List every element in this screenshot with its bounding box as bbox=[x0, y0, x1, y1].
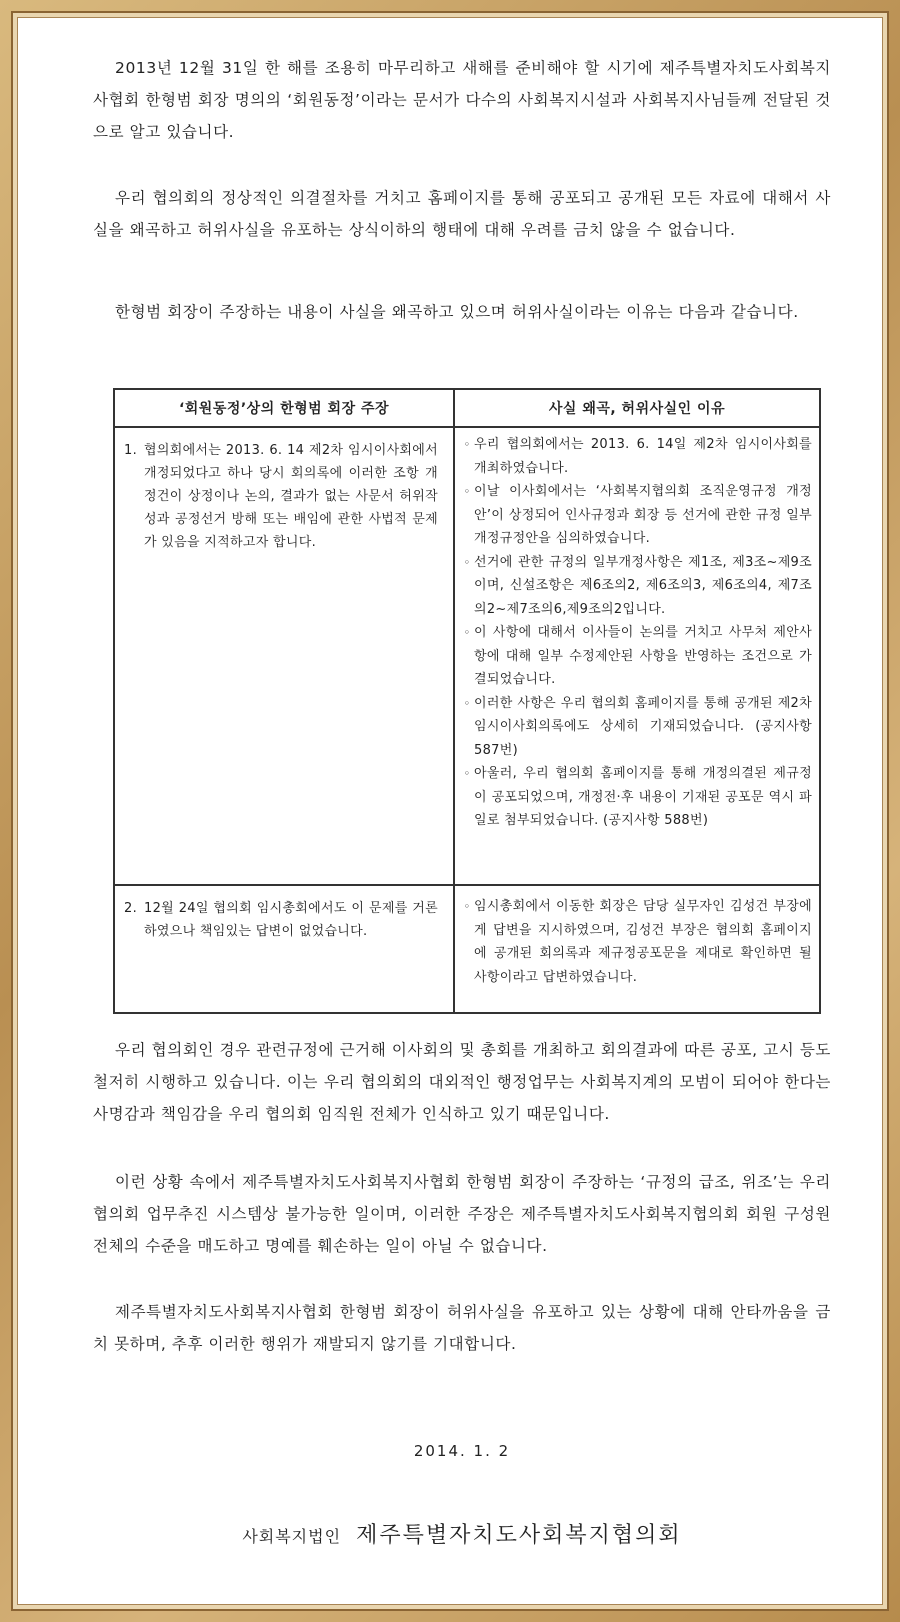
claim-text: 12월 24일 협의회 임시총회에서도 이 문제를 거론하였으나 책임있는 답변이 없었습니다. bbox=[144, 901, 438, 939]
document-date: 2014. 1. 2 bbox=[413, 1442, 511, 1460]
table-row bbox=[114, 427, 820, 885]
bullet-icon: ◦ bbox=[463, 485, 471, 498]
fact-item: ◦ 선거에 관한 규정의 일부개정사항은 제1조, 제3조~제9조이며, 신설조항은 제6조의2, 제6조의3, 제6조의4, 제7조의2~제7조의6,제9조의2입니다. bbox=[460, 551, 812, 622]
closing-paragraph-1: 우리 협의회인 경우 관련규정에 근거해 이사회의 및 총회를 개최하고 회의결과에 따른 공포, 고시 등도 철저히 시행하고 있습니다. 이는 우리 협의회의 대외적인 행정업무는 사회복지계의 모범이 되어야 한다는 사명감과 책임감을 우리 협의회 임직원 전체가 인식하고 있기 때문입니다. bbox=[93, 1041, 831, 1123]
intro-paragraph-2: 우리 협의회의 정상적인 의결절차를 거치고 홈페이지를 통해 공포되고 공개된 모든 자료에 대해서 사실을 왜곡하고 허위사실을 유포하는 상식이하의 행태에 대해 우려를 금치 않을 수 없습니다. bbox=[93, 189, 831, 239]
bullet-icon: ◦ bbox=[463, 626, 471, 639]
bullet-icon: ◦ bbox=[463, 555, 471, 569]
claim-number: 1. bbox=[124, 443, 138, 458]
org-name: 제주특별자치도사회복지협의회 bbox=[356, 1523, 682, 1548]
table-header-row bbox=[114, 389, 820, 427]
facts-cell-2 bbox=[454, 885, 820, 1013]
fact-item: ◦ 우리 협의회에서는 2013. 6. 14일 제2차 임시이사회를 개최하였습니다. bbox=[460, 433, 812, 480]
header-claim: ‘회원동정’상의 한형범 회장 주장 bbox=[114, 389, 454, 427]
fact-item: ◦ 임시총회에서 이동한 회장은 담당 실무자인 김성건 부장에게 답변을 지시하였으며, 김성건 부장은 협의회 홈페이지에 공개된 회의록과 제규정공포문을 제대로 확인하면 될 사항이라고 답변하였습니다. bbox=[460, 895, 812, 989]
table-row bbox=[114, 885, 820, 1013]
claim-cell-1 bbox=[114, 427, 454, 885]
closing-paragraph-3: 제주특별자치도사회복지사협회 한형범 회장이 허위사실을 유포하고 있는 상황에 대해 안타까움을 금치 못하며, 추후 이러한 행위가 재발되지 않기를 기대합니다. bbox=[93, 1303, 831, 1353]
intro-paragraph-1: 2013년 12월 31일 한 해를 조용히 마무리하고 새해를 준비해야 할 시기에 제주특별자치도사회복지사협회 한형범 회장 명의의 ‘회원동정’이라는 문서가 다수의 사회복지시설과 사회복지사님들께 전달된 것으로 알고 있습니다. bbox=[93, 59, 831, 141]
bullet-icon: ◦ bbox=[463, 438, 471, 451]
fact-item: ◦ 아울러, 우리 협의회 홈페이지를 통해 개정의결된 제규정이 공포되었으며, 개정전·후 내용이 기재된 공포문 역시 파일로 첨부되었습니다. (공지사항 588번) bbox=[460, 762, 812, 833]
document-paper bbox=[17, 17, 883, 1605]
claim-number: 2. bbox=[124, 901, 138, 916]
bullet-icon: ◦ bbox=[463, 696, 471, 710]
intro-paragraph-3: 한형범 회장이 주장하는 내용이 사실을 왜곡하고 있으며 허위사실이라는 이유는 다음과 같습니다. bbox=[115, 303, 799, 321]
bullet-icon: ◦ bbox=[463, 767, 471, 780]
signature-block bbox=[93, 1518, 831, 1549]
fact-item: ◦ 이러한 사항은 우리 협의회 홈페이지를 통해 공개된 제2차 임시이사회의록에도 상세히 기재되었습니다. (공지사항 587번) bbox=[460, 692, 812, 763]
comparison-table bbox=[113, 388, 821, 1014]
facts-cell-1 bbox=[454, 427, 820, 885]
fact-item: ◦ 이날 이사회에서는 ‘사회복지협의회 조직운영규정 개정안’이 상정되어 인사규정과 회장 등 선거에 관한 규정 일부개정규정안을 심의하였습니다. bbox=[460, 480, 812, 551]
fact-item: ◦ 이 사항에 대해서 이사들이 논의를 거치고 사무처 제안사항에 대해 일부 수정제안된 사항을 반영하는 조건으로 가결되었습니다. bbox=[460, 621, 812, 692]
header-reason: 사실 왜곡, 허위사실인 이유 bbox=[454, 389, 820, 427]
corp-type: 사회복지법인 bbox=[242, 1527, 342, 1546]
bullet-icon: ◦ bbox=[463, 900, 471, 913]
closing-paragraph-2: 이런 상황 속에서 제주특별자치도사회복지사협회 한형범 회장이 주장하는 ‘규정의 급조, 위조’는 우리 협의회 업무추진 시스템상 불가능한 일이며, 이러한 주장은 제주특별자치도사회복지협의회 회원 구성원 전체의 수준을 매도하고 명예를 훼손하는 일이 아닐 수 없습니다. bbox=[93, 1173, 831, 1255]
claim-text: 협의회에서는 2013. 6. 14 제2차 임시이사회에서 개정되었다고 하나 당시 회의록에 이러한 조항 개정건이 상정이나 논의, 결과가 없는 사문서 허위작성과 공정선거 방해 또는 배임에 관한 사법적 문제가 있음을 지적하고자 합니다. bbox=[144, 443, 438, 550]
claim-cell-2 bbox=[114, 885, 454, 1013]
